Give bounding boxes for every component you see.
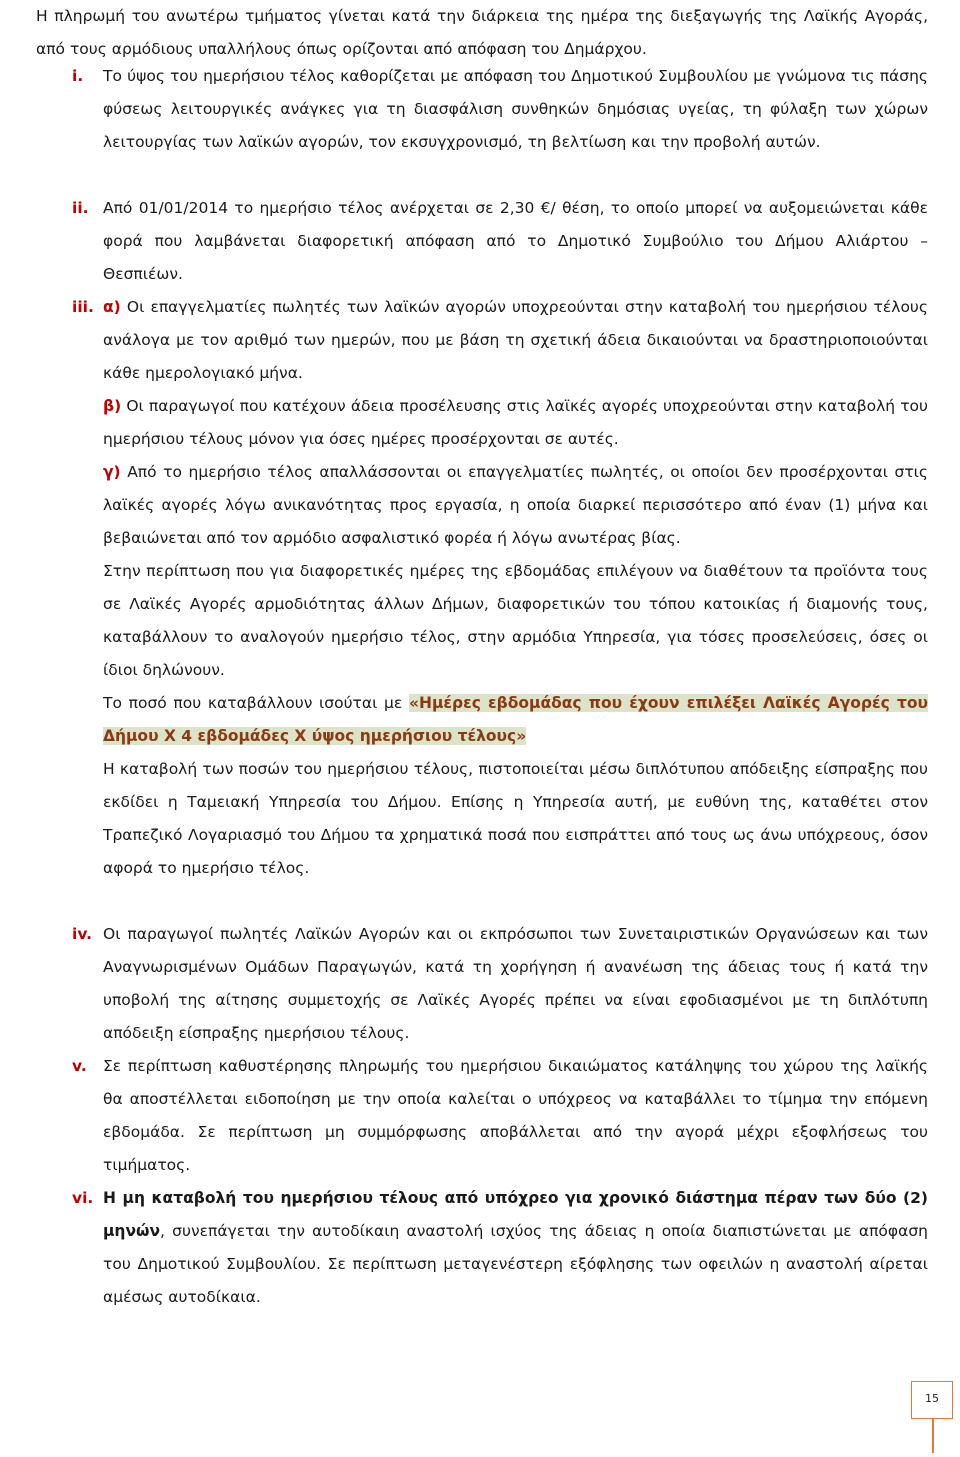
subitem-b: β) Οι παραγωγοί που κατέχουν άδεια προσέλευσης στις λαϊκές αγορές υποχρεούνται στην καταβολή του ημερήσιου τέλους μόνον για όσες ημέρες προσέρχονται σε αυτές. bbox=[103, 397, 928, 448]
formula-paragraph: Το ποσό που καταβάλλουν ισούται με «Ημέρες εβδομάδας που έχουν επιλέξει Λαϊκές Αγορές του Δήμου Χ 4 εβδομάδες Χ ύψος ημερήσιου τέλους» bbox=[103, 694, 928, 745]
item-text: Το ύψος του ημερήσιου τέλος καθορίζεται με απόφαση του Δημοτικού Συμβουλίου με γνώμονα τις πάσης φύσεως λειτουργικές ανάγκες για τη διασφάλιση συνθηκών δημόσιας υγείας, τη φύλαξη των χώρων λειτουργίας των λαϊκών αγορών, τον εκσυγχρονισμό, τη βελτίωση και την προβολή αυτών. bbox=[103, 67, 928, 151]
item-paragraph: Η καταβολή των ποσών του ημερήσιου τέλους, πιστοποιείται μέσω διπλότυπου απόδειξης είσπραξης που εκδίδει η Ταμειακή Υπηρεσία του Δήμου. Επίσης η Υπηρεσία αυτή, με ευθύνη της, καταθέτει στον Τραπεζικό Λογαριασμό του Δήμου τα χρηματικά ποσά που εισπράττει από τους ως άνω υπόχρεους, όσον αφορά το ημερήσιο τέλος. bbox=[103, 760, 928, 877]
subitem-a: α) Οι επαγγελματίες πωλητές των λαϊκών αγορών υποχρεούνται στην καταβολή του ημερήσιου τέλους ανάλογα με τον αριθμό των ημερών, που με βάση τη σχετική άδεια δικαιούνται να δραστηριοποιούνται κάθε ημερολογιακό μήνα. bbox=[103, 298, 928, 382]
bold-statement: Η μη καταβολή του ημερήσιου τέλους από υπόχρεο για χρονικό διάστημα πέραν των δύο (2) μηνών bbox=[103, 1189, 928, 1240]
list-marker: iv. bbox=[72, 925, 93, 943]
list-marker: ii. bbox=[72, 199, 89, 217]
intro-paragraph: Η πληρωμή του ανωτέρω τμήματος γίνεται κατά την διάρκεια της ημέρα της διεξαγωγής της Λαϊκής Αγοράς, από τους αρμόδιους υπαλλήλους όπως ορίζονται από απόφαση του Δημάρχου. bbox=[36, 7, 928, 58]
list-item-iv bbox=[36, 918, 928, 1050]
subitem-b-label: β) bbox=[103, 397, 122, 415]
item-text: Από 01/01/2014 το ημερήσιο τέλος ανέρχεται σε 2,30 €/ θέση, το οποίο μπορεί να αυξομειώνεται κάθε φορά που λαμβάνεται διαφορετική απόφαση από το Δημοτικό Συμβούλιο του Δήμου Αλιάρτου – Θεσπιέων. bbox=[103, 199, 928, 283]
item-text: Οι παραγωγοί πωλητές Λαϊκών Αγορών και οι εκπρόσωποι των Συνεταιριστικών Οργανώσεων και των Αναγνωρισμένων Ομάδων Παραγωγών, κατά τη χορήγηση ή ανανέωση της άδειας τους ή κατά την υποβολή της αίτησης συμμετοχής σε Λαϊκές Αγορές πρέπει να είναι εφοδιασμένοι με τη διπλότυπη απόδειξη είσπραξης ημερήσιου τέλους. bbox=[103, 925, 928, 1042]
list-item-ii bbox=[36, 192, 928, 291]
list-marker: i. bbox=[72, 67, 84, 85]
item-text: Σε περίπτωση καθυστέρησης πληρωμής του ημερήσιου δικαιώματος κατάληψης του χώρου της λαϊκής θα αποστέλλεται ειδοποίηση με την οποία καλείται ο υπόχρεος να καταβάλλει το τίμημα την επόμενη εβδομάδα. Σε περίπτωση μη συμμόρφωσης αποβάλλεται από την αγορά μέχρι εξοφλήσεως του τιμήματος. bbox=[103, 1057, 928, 1174]
list-marker: vi. bbox=[72, 1189, 94, 1207]
list-item-iii bbox=[36, 291, 928, 885]
list-marker: iii. bbox=[72, 298, 94, 316]
subitem-c-label: γ) bbox=[103, 463, 121, 481]
list-item-i bbox=[36, 60, 928, 159]
highlighted-formula: «Ημέρες εβδομάδας που έχουν επιλέξει Λαϊκές Αγορές του Δήμου Χ 4 εβδομάδες Χ ύψος ημερήσιου τέλους» bbox=[103, 694, 928, 745]
item-paragraph: Στην περίπτωση που για διαφορετικές ημέρες της εβδομάδας επιλέγουν να διαθέτουν τα προϊόντα τους σε Λαϊκές Αγορές αρμοδιότητας άλλων Δήμων, διαφορετικών του τόπου κατοικίας ή διαμονής τους, καταβάλλουν το αναλογούν ημερήσιο τέλος, στην αρμόδια Υπηρεσία, για τόσες προσελεύσεις, όσες οι ίδιοι δηλώνουν. bbox=[103, 562, 928, 679]
list-item-vi bbox=[36, 1182, 928, 1314]
list-item-v bbox=[36, 1050, 928, 1182]
page-number-box: 15 bbox=[911, 1381, 953, 1419]
list-marker: v. bbox=[72, 1057, 87, 1075]
subitem-c: γ) Από το ημερήσιο τέλος απαλλάσσονται οι επαγγελματίες πωλητές, οι οποίοι δεν προσέρχονται στις λαϊκές αγορές λόγω ανικανότητας προς εργασία, η οποία διαρκεί περισσότερο από έναν (1) μήνα και βεβαιώνεται από τον αρμόδιο ασφαλιστικό φορέα ή λόγω ανωτέρας βίας. bbox=[103, 463, 928, 547]
page-number-line bbox=[932, 1419, 934, 1453]
subitem-a-label: α) bbox=[103, 298, 121, 316]
item-text: Η μη καταβολή του ημερήσιου τέλους από υπόχρεο για χρονικό διάστημα πέραν των δύο (2) μηνών, συνεπάγεται την αυτοδίκαιη αναστολή ισχύος της άδειας η οποία διαπιστώνεται με απόφαση του Δημοτικού Συμβουλίου. Σε περίπτωση μεταγενέστερη εξόφλησης των οφειλών η αναστολή αίρεται αμέσως αυτοδίκαια. bbox=[103, 1189, 928, 1306]
